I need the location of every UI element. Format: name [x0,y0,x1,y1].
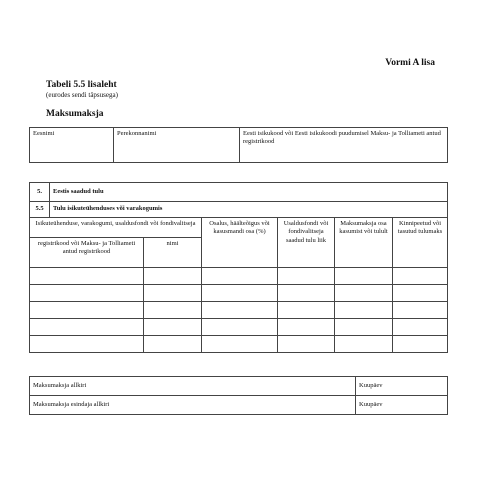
table-cell[interactable] [278,285,335,302]
table-cell[interactable] [335,285,393,302]
table-cell[interactable] [144,285,202,302]
id-code-label: Eesti isikukood või Eesti isikukoodi puudumisel Maksu- ja Tolliameti antud registrikood [243,130,441,146]
date-field-2[interactable] [356,396,448,415]
table-cell[interactable] [202,285,278,302]
table-cell[interactable] [30,302,144,319]
id-code-field[interactable] [240,128,448,163]
table-cell[interactable] [335,319,393,336]
table-row [30,285,448,302]
table-cell[interactable] [393,302,448,319]
trust-income-header: Usaldusfondi või fondivalitseja saadud tulu liik [278,218,335,268]
table-cell[interactable] [30,336,144,353]
representative-signature-label: Maksumaksja esindaja allkiri [33,400,110,408]
table-cell[interactable] [202,268,278,285]
table-row [30,302,448,319]
table-cell[interactable] [30,268,144,285]
table-cell[interactable] [335,268,393,285]
payer-signature-label: Maksumaksja allkiri [33,381,87,389]
table-cell[interactable] [335,336,393,353]
table-row [30,336,448,353]
taxpayer-table [29,127,448,163]
income-share-header: Maksumaksja osa kasumist või tulult [335,218,393,268]
table-cell[interactable] [393,285,448,302]
table-cell[interactable] [144,319,202,336]
first-name-label: Eesnimi [33,130,55,137]
representative-signature-field[interactable] [30,396,356,415]
section-5-5-number: 5.5 [30,202,50,218]
table-row [30,268,448,285]
table-cell[interactable] [278,336,335,353]
section-5-number: 5. [30,183,50,202]
last-name-field[interactable] [114,128,240,163]
withheld-tax-header: Kinnipeetud või tasutud tulumaks [393,218,448,268]
table-cell[interactable] [202,302,278,319]
date-field[interactable] [356,377,448,396]
table-cell[interactable] [393,336,448,353]
table-cell[interactable] [202,319,278,336]
table-cell[interactable] [30,319,144,336]
date-label: Kuupäev [359,381,383,389]
table-cell[interactable] [393,319,448,336]
last-name-label: Perekonnanimi [117,130,157,137]
page-subtitle: (eurodes sendi täpsusega) [46,91,118,99]
table-cell[interactable] [278,319,335,336]
table-cell[interactable] [278,268,335,285]
table-cell[interactable] [144,302,202,319]
page-title: Tabeli 5.5 lisaleht [46,80,117,90]
table-cell[interactable] [144,268,202,285]
share-header: Osalus, häälteõigus või kasusmandi osa (%) [202,218,278,268]
signature-table [29,376,448,415]
section-title: Maksumaksja [46,109,104,119]
entity-name-header: nimi [144,238,202,268]
table-cell[interactable] [30,285,144,302]
table-cell[interactable] [393,268,448,285]
table-cell[interactable] [335,302,393,319]
payer-signature-field[interactable] [30,377,356,396]
date-label-2: Kuupäev [359,400,383,408]
table-cell[interactable] [202,336,278,353]
table-cell[interactable] [144,336,202,353]
registry-code-header: registrikood või Maksu- ja Tolliameti antud registrikood [30,238,144,268]
first-name-field[interactable] [30,128,114,163]
table-cell[interactable] [278,302,335,319]
table-row [30,319,448,336]
section-5-5-title: Tulu isikuteühenduses või varakogumis [50,202,448,218]
income-table [29,182,448,353]
section-5-title: Eestis saadud tulu [50,183,448,202]
form-reference: Vormi A lisa [385,58,435,68]
entity-header: Isikuteühenduse, varakogumi, usaldusfondi või fondivalitseja [30,218,202,238]
